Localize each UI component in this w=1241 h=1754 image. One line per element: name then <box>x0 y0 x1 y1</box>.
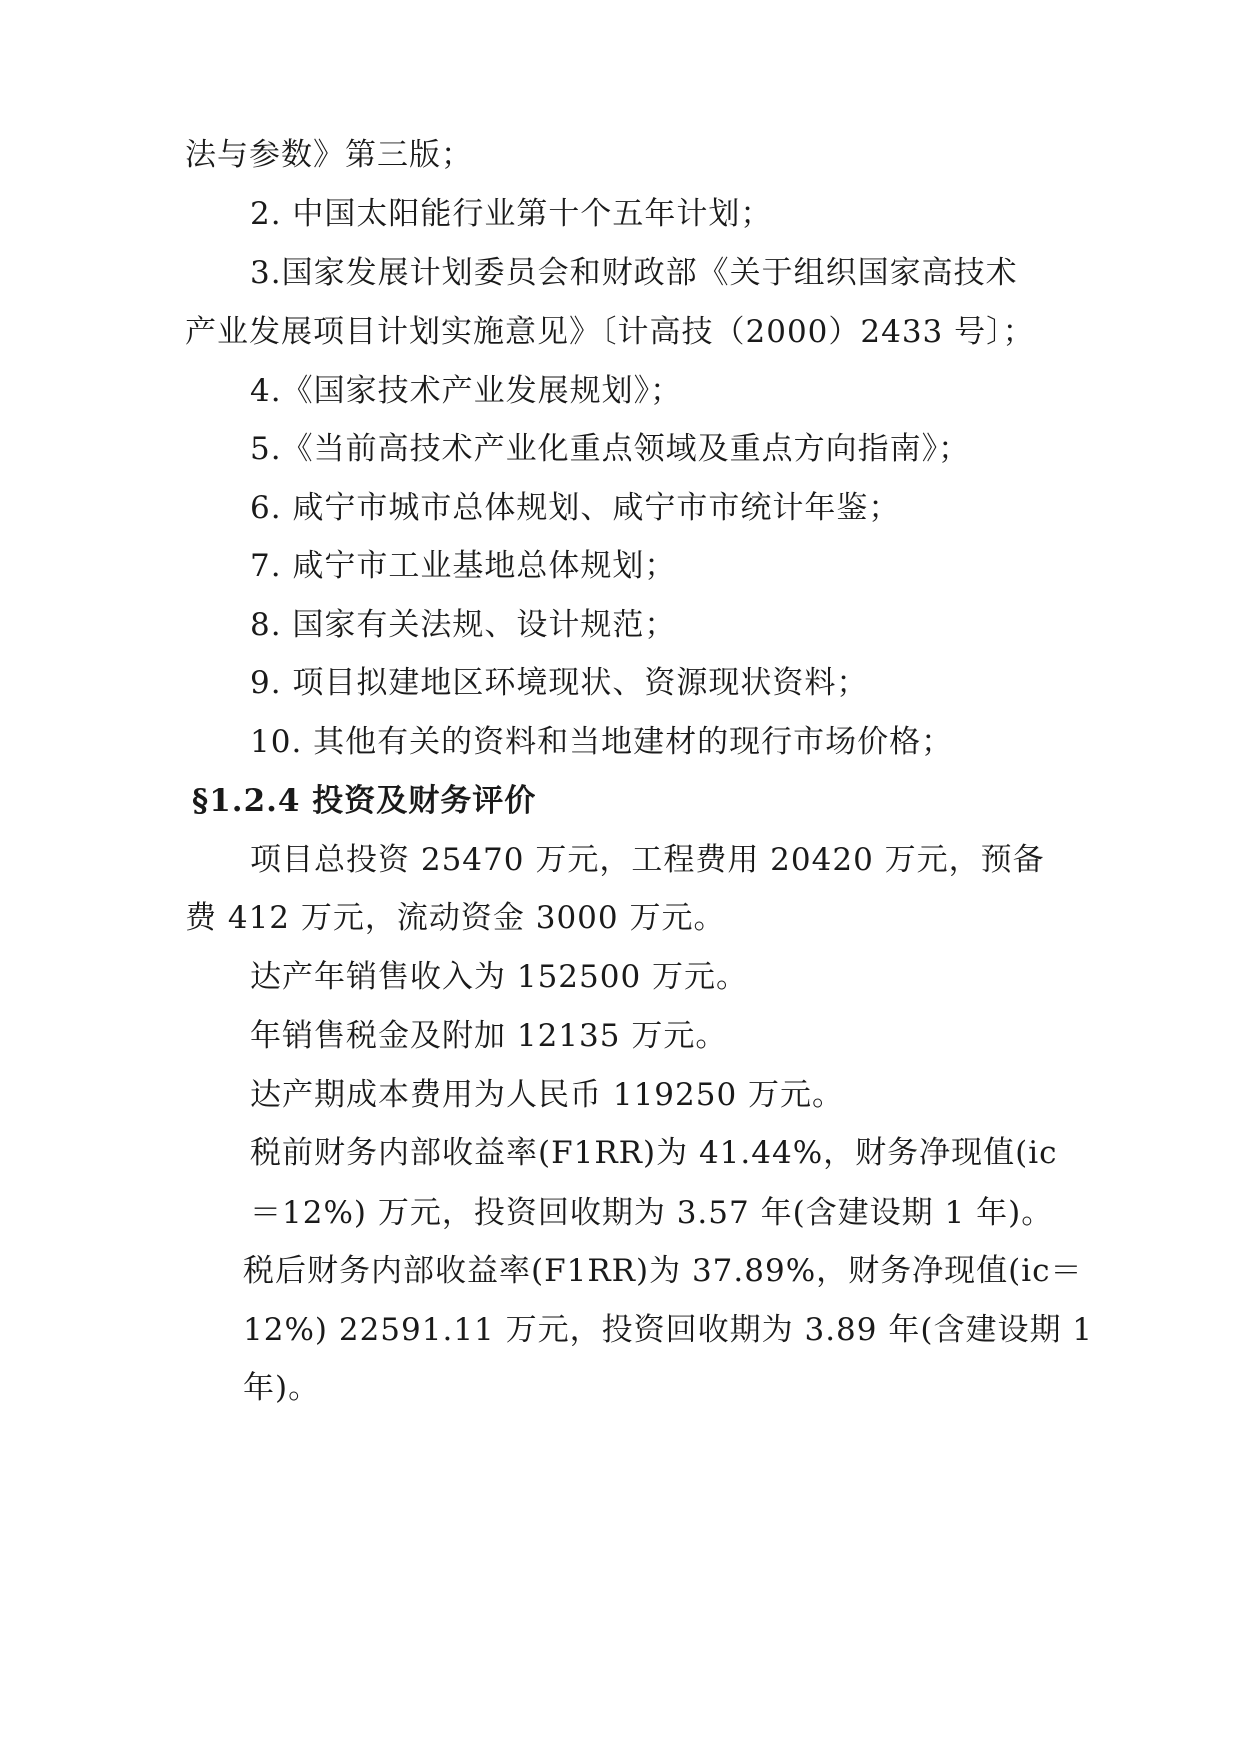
paragraph-line: 项目总投资 25470 万元，工程费用 20420 万元，预备 <box>250 842 1045 878</box>
paragraph-line: 年)。 <box>243 1370 321 1406</box>
paragraph-line: 费 412 万元，流动资金 3000 万元。 <box>185 900 726 936</box>
paragraph-line: 12%) 22591.11 万元，投资回收期为 3.89 年(含建设期 1 <box>243 1312 1094 1348</box>
section-heading: §1.2.4 投资及财务评价 <box>192 783 537 819</box>
text-line: 5.《当前高技术产业化重点领域及重点方向指南》； <box>250 431 971 467</box>
text-line: 9. 项目拟建地区环境现状、资源现状资料； <box>250 665 869 701</box>
paragraph-line: ＝12%) 万元，投资回收期为 3.57 年(含建设期 1 年)。 <box>250 1195 1054 1231</box>
text-line: 8. 国家有关法规、设计规范； <box>250 607 677 643</box>
text-line: 10. 其他有关的资料和当地建材的现行市场价格； <box>250 724 954 760</box>
paragraph-line: 达产期成本费用为人民币 119250 万元。 <box>250 1077 845 1113</box>
paragraph-line: 税前财务内部收益率(F1RR)为 41.44%，财务净现值(ic <box>250 1135 1058 1171</box>
paragraph-line: 年销售税金及附加 12135 万元。 <box>250 1018 728 1054</box>
text-line: 6. 咸宁市城市总体规划、咸宁市市统计年鉴； <box>250 490 901 526</box>
text-line: 7. 咸宁市工业基地总体规划； <box>250 548 677 584</box>
text-line: 产业发展项目计划实施意见》〔计高技（2000）2433 号〕； <box>185 314 1035 350</box>
paragraph-line: 税后财务内部收益率(F1RR)为 37.89%，财务净现值(ic＝ <box>243 1253 1083 1289</box>
paragraph-line: 达产年销售收入为 152500 万元。 <box>250 959 749 995</box>
text-line: 2. 中国太阳能行业第十个五年计划； <box>250 196 773 232</box>
text-line: 3.国家发展计划委员会和财政部《关于组织国家高技术 <box>250 255 1018 291</box>
text-line: 4.《国家技术产业发展规划》； <box>250 373 683 409</box>
text-line: 法与参数》第三版； <box>185 137 473 173</box>
